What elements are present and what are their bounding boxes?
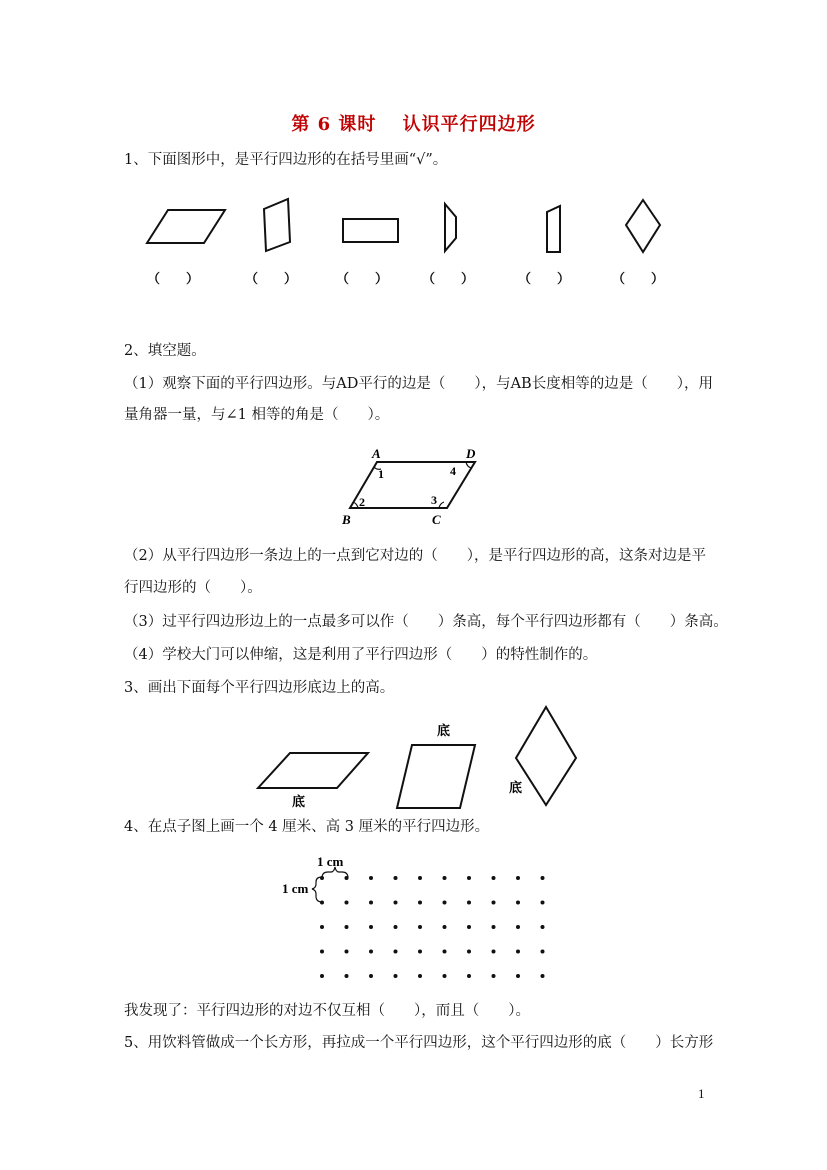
unit-label-vertical: 1 cm (282, 881, 309, 896)
grid-dot[interactable] (394, 974, 398, 978)
grid-dot[interactable] (516, 925, 520, 929)
grid-dot[interactable] (345, 925, 349, 929)
grid-dot[interactable] (467, 950, 471, 954)
question-1-text: 1、下面图形中，是平行四边形的在括号里画“√”。 (124, 152, 448, 168)
q2-part3: （3）过平行四边形边上的一点最多可以作（ ）条高，每个平行四边形都有（ ）条高。 (124, 614, 728, 630)
grid-dot[interactable] (369, 925, 373, 929)
grid-dot[interactable] (394, 901, 398, 905)
q3-rhombus (516, 707, 576, 805)
page-number: 1 (698, 1086, 705, 1101)
vertex-label-b: B (342, 512, 351, 527)
q3-base-label-1: 底 (292, 795, 306, 810)
grid-dot[interactable] (369, 950, 373, 954)
dot-grid[interactable] (0, 850, 827, 990)
q2-part1-line2: 量角器一量，与∠1 相等的角是（ ）。 (124, 407, 390, 423)
question-5-text: 5、用饮料管做成一个长方形，再拉成一个平行四边形，这个平行四边形的底（ ）长方形 (124, 1035, 714, 1051)
q1-shape-right-trapezoid (547, 206, 560, 252)
angle-label-3: 3 (431, 493, 437, 507)
q1-shape-rhombus (626, 200, 660, 252)
grid-dot[interactable] (345, 950, 349, 954)
q2-part1-line1: （1）观察下面的平行四边形。与AD平行的边是（ ），与AB长度相等的边是（ ），用 (124, 376, 713, 392)
q2-part2-line1: （2）从平行四边形一条边上的一点到它对边的（ ），是平行四边形的高，这条对边是平 (124, 548, 706, 564)
angle-label-2: 2 (359, 495, 365, 509)
grid-dot[interactable] (516, 901, 520, 905)
grid-dot[interactable] (418, 901, 422, 905)
grid-dot[interactable] (443, 876, 447, 880)
grid-dot[interactable] (467, 974, 471, 978)
grid-dot[interactable] (492, 950, 496, 954)
grid-dot[interactable] (320, 876, 324, 880)
grid-dot[interactable] (369, 974, 373, 978)
grid-dot[interactable] (443, 925, 447, 929)
grid-dot[interactable] (492, 974, 496, 978)
grid-dots (320, 876, 545, 978)
grid-dot[interactable] (418, 974, 422, 978)
q3-base-label-2: 底 (437, 724, 451, 739)
q1-answer-bracket-3[interactable]: （ ） (336, 272, 389, 287)
q1-shapes (0, 195, 827, 295)
grid-dot[interactable] (516, 876, 520, 880)
question-4-text: 4、在点子图上画一个 4 厘米、高 3 厘米的平行四边形。 (124, 819, 490, 835)
grid-dot[interactable] (394, 925, 398, 929)
q1-shape-parallelogram (147, 210, 225, 243)
vertical-brace (312, 877, 322, 902)
grid-dot[interactable] (418, 876, 422, 880)
grid-dot[interactable] (467, 876, 471, 880)
q1-shape-tall-parallelogram (264, 199, 290, 251)
q3-base-label-3: 底 (509, 781, 523, 796)
grid-dot[interactable] (492, 925, 496, 929)
grid-dot[interactable] (516, 950, 520, 954)
unit-label-horizontal: 1 cm (317, 854, 344, 869)
vertex-label-a: A (372, 446, 381, 461)
grid-dot[interactable] (492, 876, 496, 880)
q1-shape-trapezoid (445, 204, 456, 251)
grid-dot[interactable] (443, 974, 447, 978)
grid-dot[interactable] (541, 901, 545, 905)
grid-dot[interactable] (541, 950, 545, 954)
grid-dot[interactable] (541, 925, 545, 929)
grid-dot[interactable] (320, 925, 324, 929)
grid-dot[interactable] (541, 876, 545, 880)
grid-dot[interactable] (320, 974, 324, 978)
q1-answer-bracket-2[interactable]: （ ） (245, 272, 298, 287)
grid-dot[interactable] (369, 876, 373, 880)
grid-dot[interactable] (418, 925, 422, 929)
grid-dot[interactable] (320, 901, 324, 905)
grid-dot[interactable] (345, 901, 349, 905)
grid-dot[interactable] (467, 901, 471, 905)
grid-dot[interactable] (320, 950, 324, 954)
grid-dot[interactable] (516, 974, 520, 978)
q1-answer-bracket-4[interactable]: （ ） (422, 272, 475, 287)
grid-dot[interactable] (541, 974, 545, 978)
q3-parallelograms (0, 705, 827, 815)
q1-answer-bracket-6[interactable]: （ ） (612, 272, 665, 287)
q2-part4: （4）学校大门可以伸缩，这是利用了平行四边形（ ）的特性制作的。 (124, 647, 598, 663)
q2-part2-line2: 行四边形的（ ）。 (124, 580, 262, 596)
q3-parallelogram-2 (397, 745, 475, 808)
question-2-heading: 2、填空题。 (124, 343, 206, 359)
grid-dot[interactable] (443, 901, 447, 905)
angle-label-1: 1 (378, 467, 384, 481)
question-3-text: 3、画出下面每个平行四边形底边上的高。 (124, 680, 395, 696)
grid-dot[interactable] (345, 974, 349, 978)
q4-finding: 我发现了：平行四边形的对边不仅互相（ ），而且（ ）。 (124, 1003, 530, 1019)
q3-parallelogram-1 (258, 753, 368, 788)
grid-dot[interactable] (345, 876, 349, 880)
grid-dot[interactable] (394, 950, 398, 954)
grid-dot[interactable] (443, 950, 447, 954)
vertex-label-d: D (466, 446, 476, 461)
q1-answer-bracket-1[interactable]: （ ） (147, 272, 200, 287)
q1-shape-rectangle (343, 219, 398, 242)
page-title: 第 6 课时 认识平行四边形 (291, 114, 536, 135)
q2-parallelogram-figure (0, 440, 827, 530)
grid-dot[interactable] (394, 876, 398, 880)
grid-dot[interactable] (369, 901, 373, 905)
grid-dot[interactable] (492, 901, 496, 905)
grid-dot[interactable] (418, 950, 422, 954)
q1-answer-bracket-5[interactable]: （ ） (518, 272, 571, 287)
grid-dot[interactable] (467, 925, 471, 929)
vertex-label-c: C (432, 512, 441, 527)
angle-label-4: 4 (450, 464, 456, 478)
